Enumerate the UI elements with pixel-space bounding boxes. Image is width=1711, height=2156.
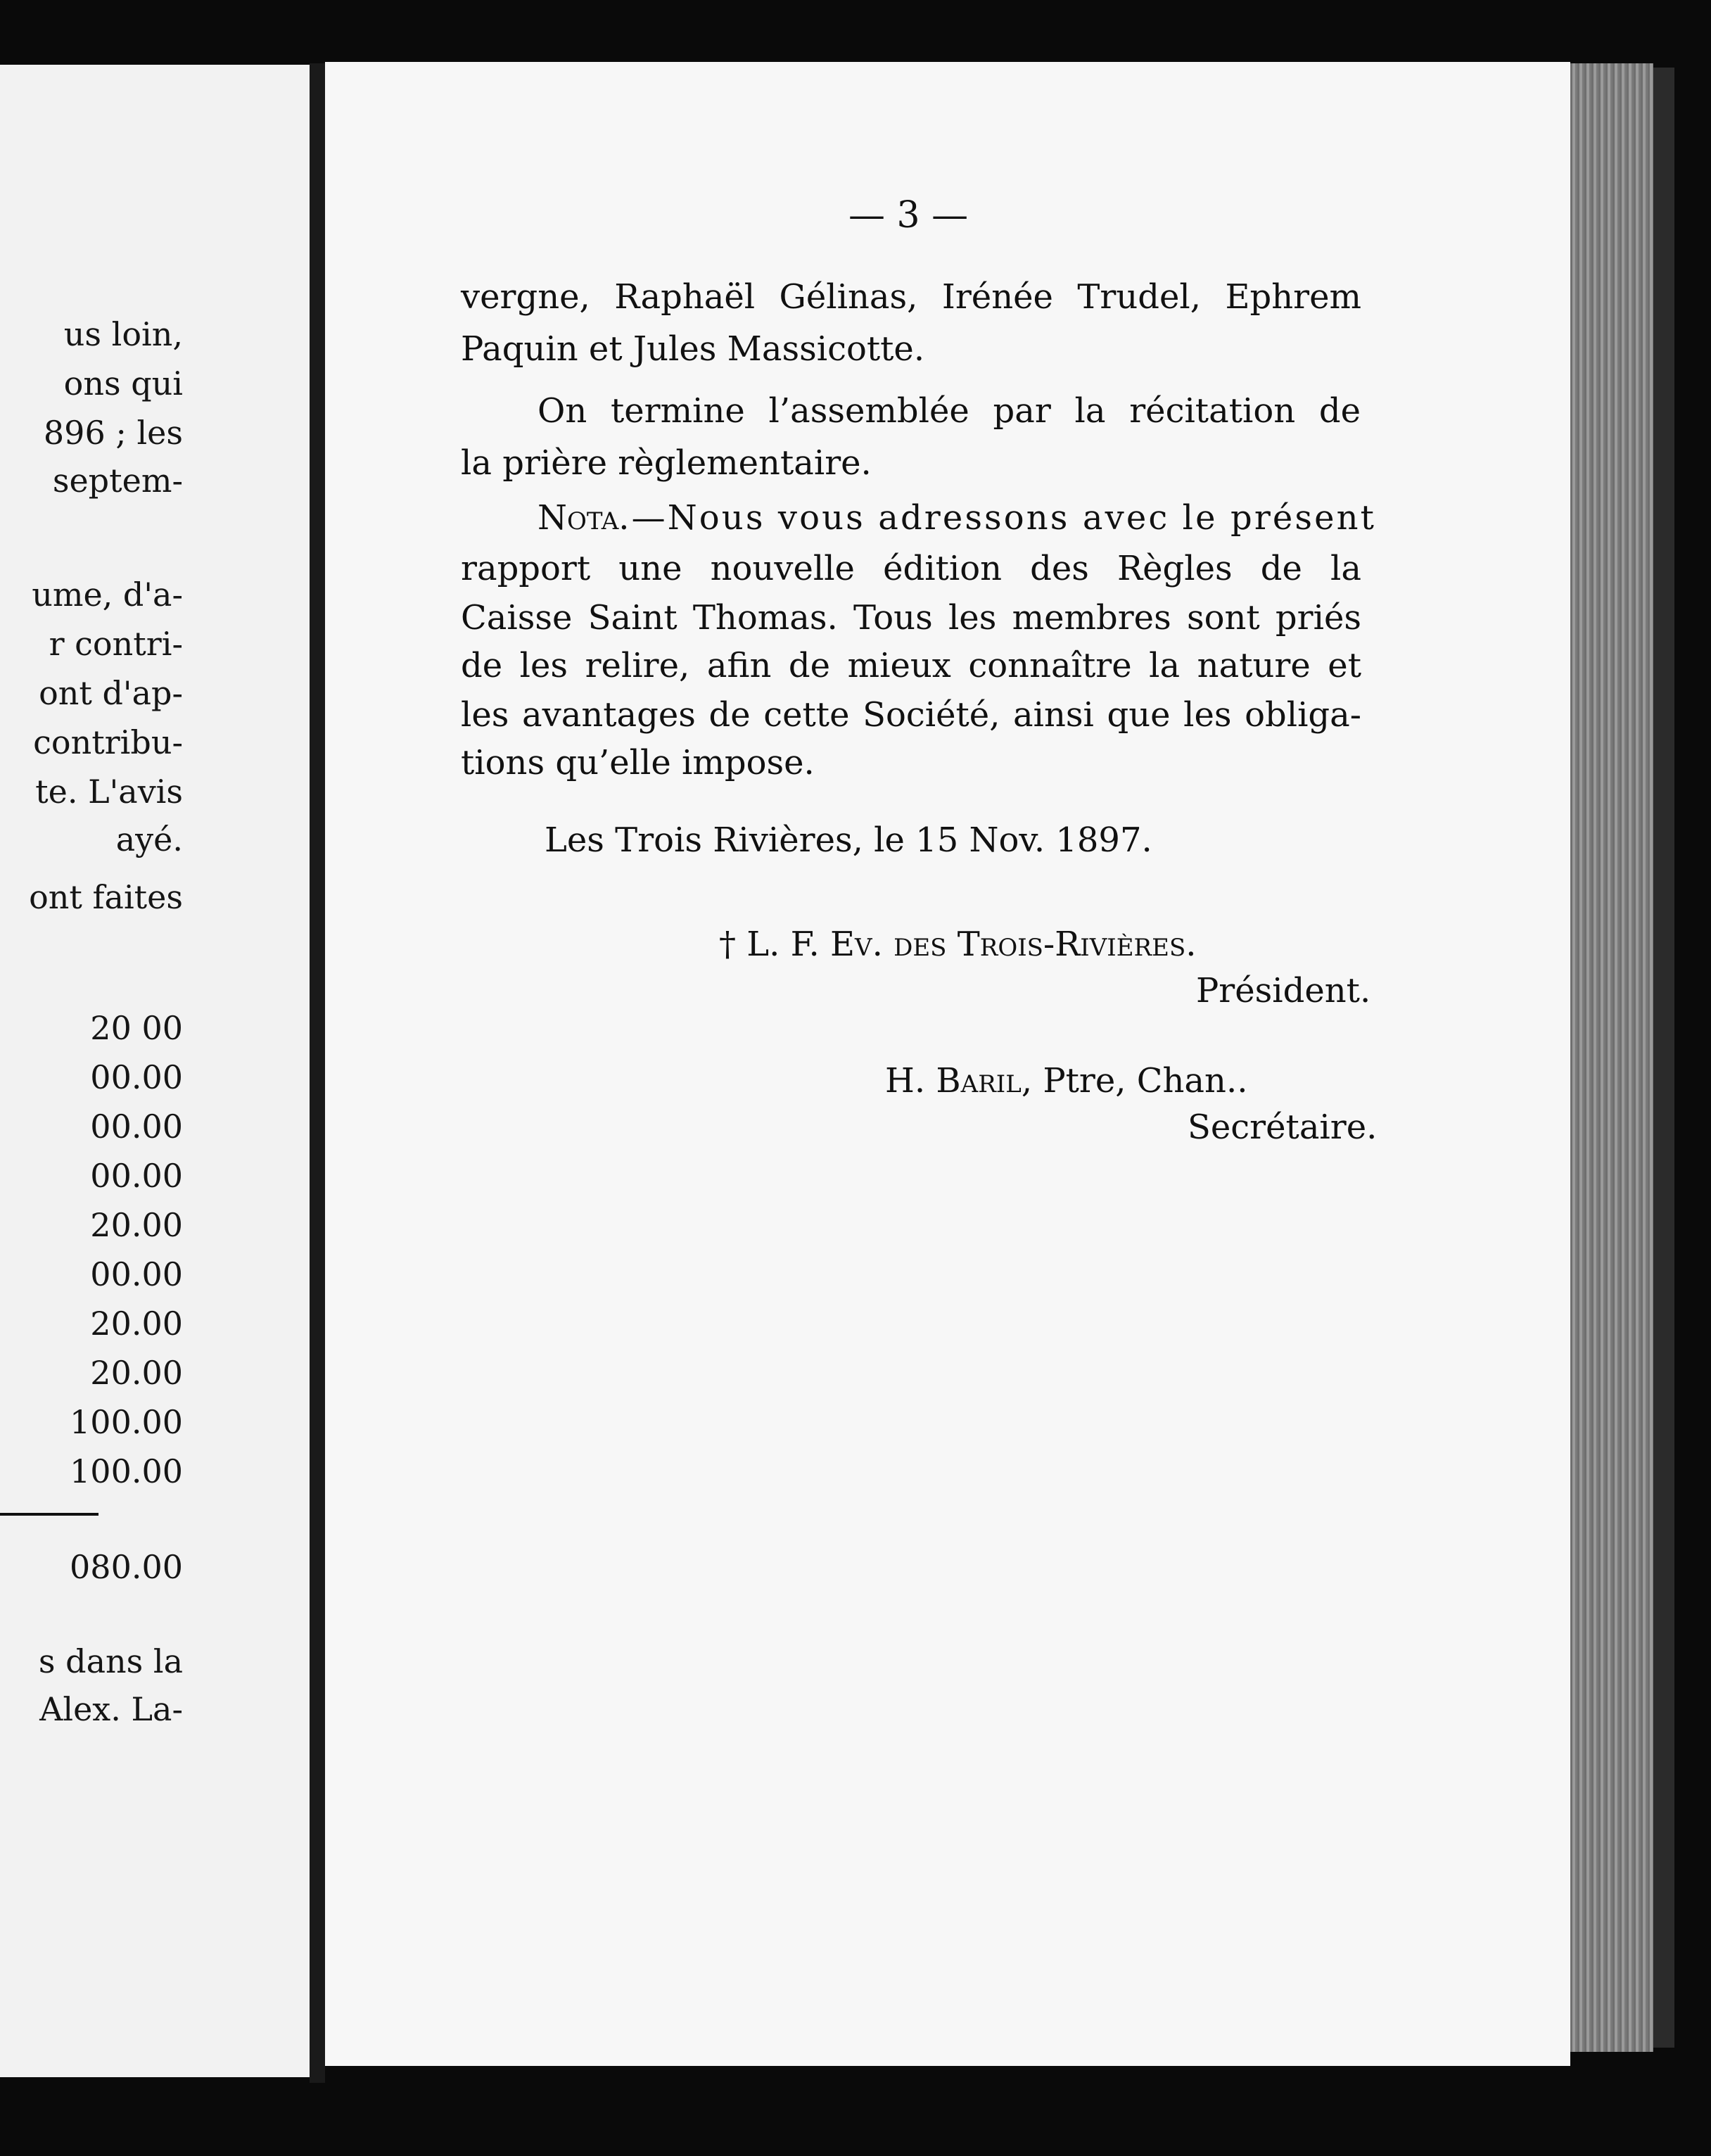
left-page-text-fragment: 080.00 — [70, 1548, 183, 1586]
book-cover-edge — [1653, 68, 1674, 2048]
nota-line — [538, 498, 1377, 538]
secretary-signature — [885, 1061, 1248, 1101]
left-page-text-fragment: te. L'avis — [35, 773, 183, 811]
text-line: les avantages de cette Société, ainsi que les obliga- — [461, 695, 1361, 735]
left-page-text-fragment: 20.00 — [90, 1305, 183, 1343]
left-page-text-fragment: 100.00 — [70, 1452, 183, 1490]
book-spine — [310, 63, 325, 2083]
text-line: vergne, Raphaël Gélinas, Irénée Trudel, Ephrem — [461, 277, 1361, 317]
left-page-text-fragment: ume, d'a- — [32, 576, 183, 614]
left-page-text-fragment: ont faites — [29, 878, 183, 916]
page-edges — [1570, 63, 1653, 2052]
text-line: la prière règlementaire. — [461, 443, 872, 483]
text-line: On termine l’assemblée par la récitation de — [538, 391, 1361, 431]
left-page-text-fragment: contribu- — [33, 723, 183, 761]
page-number: — 3 — — [848, 194, 969, 236]
left-page-text-fragment: 20.00 — [90, 1354, 183, 1392]
left-page-text-fragment: 00.00 — [90, 1058, 183, 1096]
left-page-text-fragment: septem- — [52, 462, 183, 500]
nota-text: .—Nous vous adressons avec le présent — [618, 498, 1377, 538]
date-line: Les Trois Rivières, le 15 Nov. 1897. — [545, 820, 1152, 860]
left-page-text-fragment: ont d'ap- — [39, 674, 183, 712]
left-page-text-fragment: ons qui — [63, 364, 183, 402]
nota-label: Nota — [538, 498, 619, 538]
left-page-text-fragment: ayé. — [115, 820, 183, 858]
text-line: de les relire, afin de mieux connaître la nature et — [461, 646, 1361, 685]
left-page-text-fragment: r contri- — [49, 625, 183, 663]
secretary-title: Secrétaire. — [1188, 1108, 1378, 1147]
left-page-text-fragment: Alex. La- — [39, 1690, 183, 1728]
president-title: Président. — [1196, 971, 1371, 1010]
text-line: Paquin et Jules Massicotte. — [461, 329, 925, 369]
left-page-text-fragment: 100.00 — [70, 1403, 183, 1441]
president-signature: † L. F. Ev. des Trois-Rivières. — [719, 925, 1197, 964]
text-line: rapport une nouvelle édition des Règles de la — [461, 549, 1361, 588]
text-line: Caisse Saint Thomas. Tous les membres sont priés — [461, 598, 1361, 638]
left-page-text-fragment: us loin, — [63, 315, 183, 353]
left-page-text-fragment: 00.00 — [90, 1108, 183, 1146]
left-page-text-fragment: 896 ; les — [43, 414, 183, 452]
secretary-credentials: , Ptre, Chan.. — [1021, 1061, 1248, 1101]
secretary-name: H. Baril — [885, 1061, 1022, 1101]
left-page-text-fragment: 00.00 — [90, 1255, 183, 1293]
left-page-text-fragment: 20 00 — [90, 1009, 183, 1047]
left-page-text-fragment: s dans la — [38, 1642, 183, 1680]
left-page-text-fragment: 20.00 — [90, 1206, 183, 1244]
left-page — [0, 65, 310, 2077]
left-page-text-fragment: 00.00 — [90, 1157, 183, 1195]
text-line: tions qu’elle impose. — [461, 743, 815, 782]
left-page-total-rule — [0, 1513, 98, 1516]
